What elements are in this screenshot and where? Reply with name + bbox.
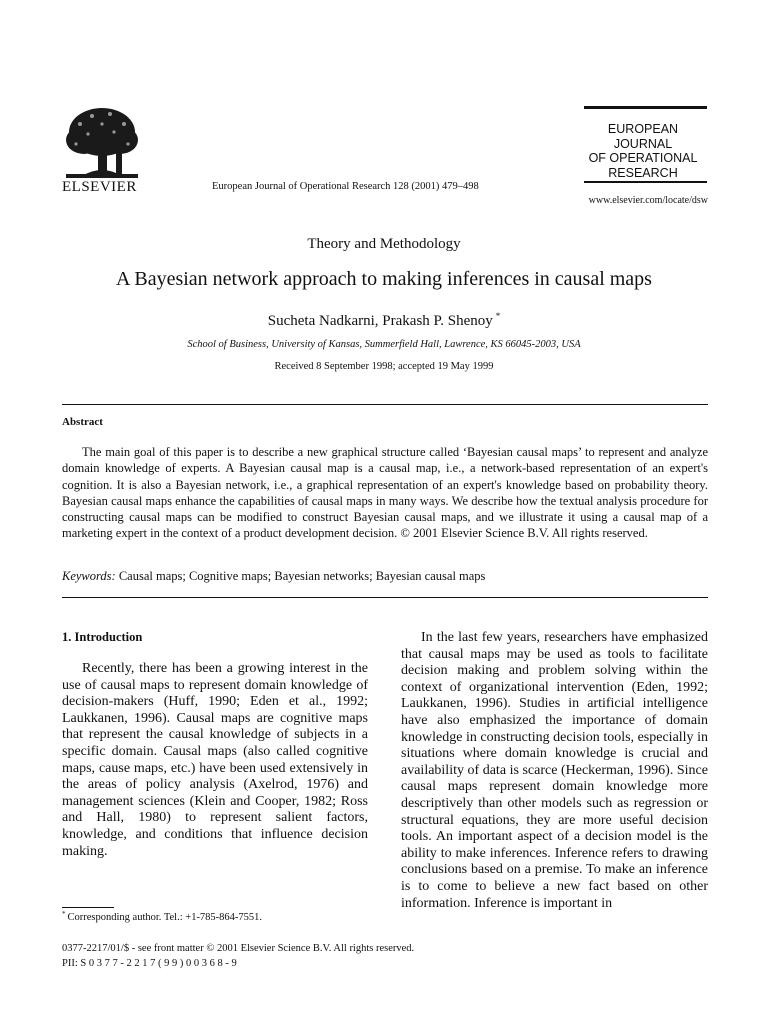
pii-line: PII: S 0 3 7 7 - 2 2 1 7 ( 9 9 ) 0 0 3 6 8 - 9 (62, 958, 237, 969)
section-heading-introduction: 1. Introduction (62, 630, 143, 644)
journal-bottom-rule (584, 181, 707, 183)
affiliation: School of Business, University of Kansas, Summerfield Hall, Lawrence, KS 66045-2003, USA (187, 339, 581, 350)
keywords-list: Causal maps; Cognitive maps; Bayesian networks; Bayesian causal maps (118, 569, 486, 583)
journal-url[interactable]: www.elsevier.com/locate/dsw (588, 195, 708, 206)
abstract-bottom-rule (62, 597, 708, 598)
journal-top-rule (584, 106, 707, 109)
keywords-label: Keywords: (62, 569, 116, 583)
journal-name-line: RESEARCH (608, 165, 678, 180)
intro-right-paragraph: In the last few years, researchers have emphasized that causal maps may be used as tools to facilitate decision making and problem solving within the context of organizational intervention (Eden, 1992; Laukkanen, 1996). Studies in artificial intelligence have also emphasized the importance of domain knowledge in constructing decision tools, especially in situations where domain knowledge is crucial and availability of data is scarce (Heckerman, 1996). Since causal maps represent domain knowledge more descriptively than other models such as regression or structural equations, they are more useful decision tools. An important aspect of a decision model is the ability to make inferences. Inference refers to drawing conclusions based on a premise. To make an inference is to come to believe a new fact based on other information. Inference is important in (401, 630, 708, 911)
footnote-text: Corresponding author. Tel.: +1-785-864-7551. (67, 912, 263, 923)
keywords (62, 569, 485, 584)
intro-left-paragraph: Recently, there has been a growing interest in the use of causal maps to represent domain knowledge of decision-makers (Huff, 1990; Eden et al., 1992; Laukkanen, 1996). Causal maps are cognitive maps that represent the causal knowledge of subjects in a specific domain. Causal maps (also called cognitive maps, cause maps, etc.) have been used extensively in the areas of policy analysis (Axelrod, 1976) and management sciences (Klein and Cooper, 1982; Ross and Hall, 1980) to represent salient factors, knowledge, and conditions that influence decision making. (62, 661, 368, 859)
footnote (62, 910, 262, 923)
journal-name-line: EUROPEAN (607, 122, 679, 136)
corresponding-author-mark: * (495, 311, 501, 321)
abstract-heading: Abstract (62, 416, 103, 428)
abstract-body: The main goal of this paper is to describe a new graphical structure called ‘Bayesian causal maps’ to represent and analyze domain knowledge of experts. A Bayesian causal map is a causal map, i.e., a network-based representation of an expert's cognition. It is also a Bayesian network, i.e., a graphical representation of an expert's knowledge based on probability theory. Bayesian causal maps enhance the capabilities of causal maps in many ways. We describe how the textual analysis procedure for constructing causal maps can be modified to construct Bayesian causal maps, and we illustrate it using a causal map of a marketing expert in the context of a product development decision. © 2001 Elsevier Science B.V. All rights reserved. (62, 445, 708, 541)
journal-name-line: JOURNAL (613, 136, 673, 151)
section-label: Theory and Methodology (307, 236, 461, 252)
copyright-line: 0377-2217/01/$ - see front matter © 2001 Elsevier Science B.V. All rights reserved. (62, 943, 415, 954)
journal-name-line: OF OPERATIONAL (588, 151, 698, 165)
abstract-top-rule (62, 404, 708, 405)
journal-citation: European Journal of Operational Research 128 (2001) 479–498 (212, 181, 479, 192)
author-names: Sucheta Nadkarni, Prakash P. Shenoy (267, 313, 493, 329)
elsevier-tree-logo (62, 104, 142, 182)
publisher-name: ELSEVIER (62, 179, 137, 195)
journal-name-block (576, 122, 710, 180)
footnote-mark: * (62, 910, 66, 918)
footnote-rule (62, 907, 114, 908)
article-title: A Bayesian network approach to making inferences in causal maps (116, 268, 652, 290)
authors (0, 311, 768, 330)
received-dates: Received 8 September 1998; accepted 19 May 1999 (274, 361, 494, 372)
